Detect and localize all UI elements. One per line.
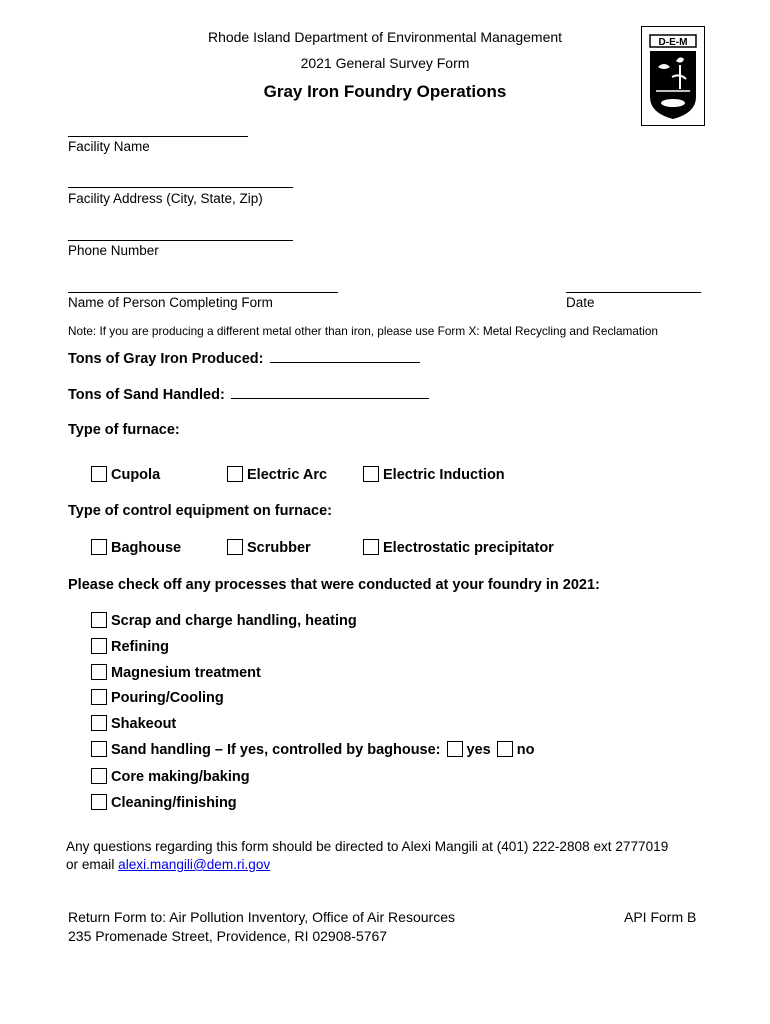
form-subtitle: 2021 General Survey Form bbox=[300, 55, 470, 71]
form-id: API Form B bbox=[624, 909, 697, 925]
checkbox[interactable] bbox=[91, 689, 107, 705]
phone-number-line[interactable] bbox=[68, 240, 293, 241]
option-label: Scrubber bbox=[247, 540, 311, 556]
person-completing-label: Name of Person Completing Form bbox=[68, 295, 273, 310]
processes-heading: Please check off any processes that were conducted at your foundry in 2021: bbox=[68, 577, 600, 593]
checkbox[interactable] bbox=[363, 466, 379, 482]
tons-iron-input[interactable] bbox=[270, 349, 420, 363]
control-option-scrubber[interactable] bbox=[227, 539, 311, 556]
process-scrap-charge[interactable] bbox=[91, 612, 357, 629]
checkbox[interactable] bbox=[91, 741, 107, 757]
contact-email-link[interactable]: alexi.mangili@dem.ri.gov bbox=[118, 857, 271, 872]
tons-iron-label: Tons of Gray Iron Produced: bbox=[68, 351, 264, 367]
tons-sand-input[interactable] bbox=[231, 385, 429, 399]
sand-no-label: no bbox=[516, 742, 535, 758]
facility-name-label: Facility Name bbox=[68, 139, 150, 154]
checkbox[interactable] bbox=[91, 539, 107, 555]
return-address-line-2: 235 Promenade Street, Providence, RI 02908-5767 bbox=[68, 928, 388, 944]
option-label: Electrostatic precipitator bbox=[383, 540, 554, 556]
furnace-option-electric-arc[interactable] bbox=[227, 466, 327, 483]
option-label: Cleaning/finishing bbox=[111, 795, 237, 811]
checkbox[interactable] bbox=[91, 664, 107, 680]
page-title: Gray Iron Foundry Operations bbox=[263, 82, 507, 101]
checkbox[interactable] bbox=[91, 794, 107, 810]
checkbox[interactable] bbox=[91, 612, 107, 628]
sand-yes-label: yes bbox=[466, 742, 491, 758]
checkbox[interactable] bbox=[227, 539, 243, 555]
checkbox[interactable] bbox=[91, 715, 107, 731]
facility-name-line[interactable] bbox=[68, 136, 248, 137]
contact-line-2 bbox=[66, 857, 270, 872]
option-label: Refining bbox=[111, 639, 169, 655]
process-refining[interactable] bbox=[91, 638, 169, 655]
control-option-electrostatic-precipitator[interactable] bbox=[363, 539, 554, 556]
checkbox[interactable] bbox=[227, 466, 243, 482]
option-label: Sand handling – If yes, controlled by baghouse: bbox=[111, 742, 441, 758]
logo-text: D-E-M bbox=[658, 37, 688, 48]
phone-number-label: Phone Number bbox=[68, 243, 159, 258]
checkbox[interactable] bbox=[91, 466, 107, 482]
process-pouring-cooling[interactable] bbox=[91, 689, 224, 706]
option-label: Cupola bbox=[111, 467, 161, 483]
furnace-option-cupola[interactable] bbox=[91, 466, 160, 483]
checkbox[interactable] bbox=[91, 768, 107, 784]
return-address-line-1: Return Form to: Air Pollution Inventory, Office of Air Resources bbox=[68, 909, 455, 925]
contact-line-1: Any questions regarding this form should be directed to Alexi Mangili at (401) 222-2808 ext 2777019 bbox=[66, 839, 669, 854]
sand-no-checkbox[interactable] bbox=[497, 741, 513, 757]
sand-yes-checkbox[interactable] bbox=[447, 741, 463, 757]
process-sand-handling[interactable] bbox=[91, 741, 535, 758]
checkbox[interactable] bbox=[91, 638, 107, 654]
option-label: Baghouse bbox=[111, 540, 182, 556]
metal-note: Note: If you are producing a different metal other than iron, please use Form X: Metal Recycling and Reclamation bbox=[68, 324, 658, 338]
option-label: Magnesium treatment bbox=[111, 665, 261, 681]
process-core-making[interactable] bbox=[91, 768, 250, 785]
option-label: Core making/baking bbox=[111, 769, 250, 785]
facility-address-label: Facility Address (City, State, Zip) bbox=[68, 191, 263, 206]
person-completing-line[interactable] bbox=[68, 292, 338, 293]
option-label: Electric Arc bbox=[247, 467, 328, 483]
tons-sand-label: Tons of Sand Handled: bbox=[68, 387, 225, 403]
tons-sand-question bbox=[68, 385, 429, 403]
option-label: Scrap and charge handling, heating bbox=[111, 613, 357, 629]
process-shakeout[interactable] bbox=[91, 715, 176, 732]
tons-iron-question bbox=[68, 349, 420, 367]
furnace-option-electric-induction[interactable] bbox=[363, 466, 505, 483]
option-label: Pouring/Cooling bbox=[111, 690, 224, 706]
date-label: Date bbox=[566, 295, 595, 310]
furnace-type-heading: Type of furnace: bbox=[68, 422, 180, 438]
contact-email-prefix: or email bbox=[66, 857, 115, 872]
process-magnesium-treatment[interactable] bbox=[91, 664, 261, 681]
option-label: Electric Induction bbox=[383, 467, 505, 483]
dem-logo bbox=[641, 26, 705, 126]
checkbox[interactable] bbox=[363, 539, 379, 555]
control-equipment-heading: Type of control equipment on furnace: bbox=[68, 503, 332, 519]
date-line[interactable] bbox=[566, 292, 701, 293]
process-cleaning-finishing[interactable] bbox=[91, 794, 237, 811]
facility-address-line[interactable] bbox=[68, 187, 293, 188]
agency-name: Rhode Island Department of Environmental Management bbox=[207, 29, 563, 45]
control-option-baghouse[interactable] bbox=[91, 539, 181, 556]
option-label: Shakeout bbox=[111, 716, 177, 732]
